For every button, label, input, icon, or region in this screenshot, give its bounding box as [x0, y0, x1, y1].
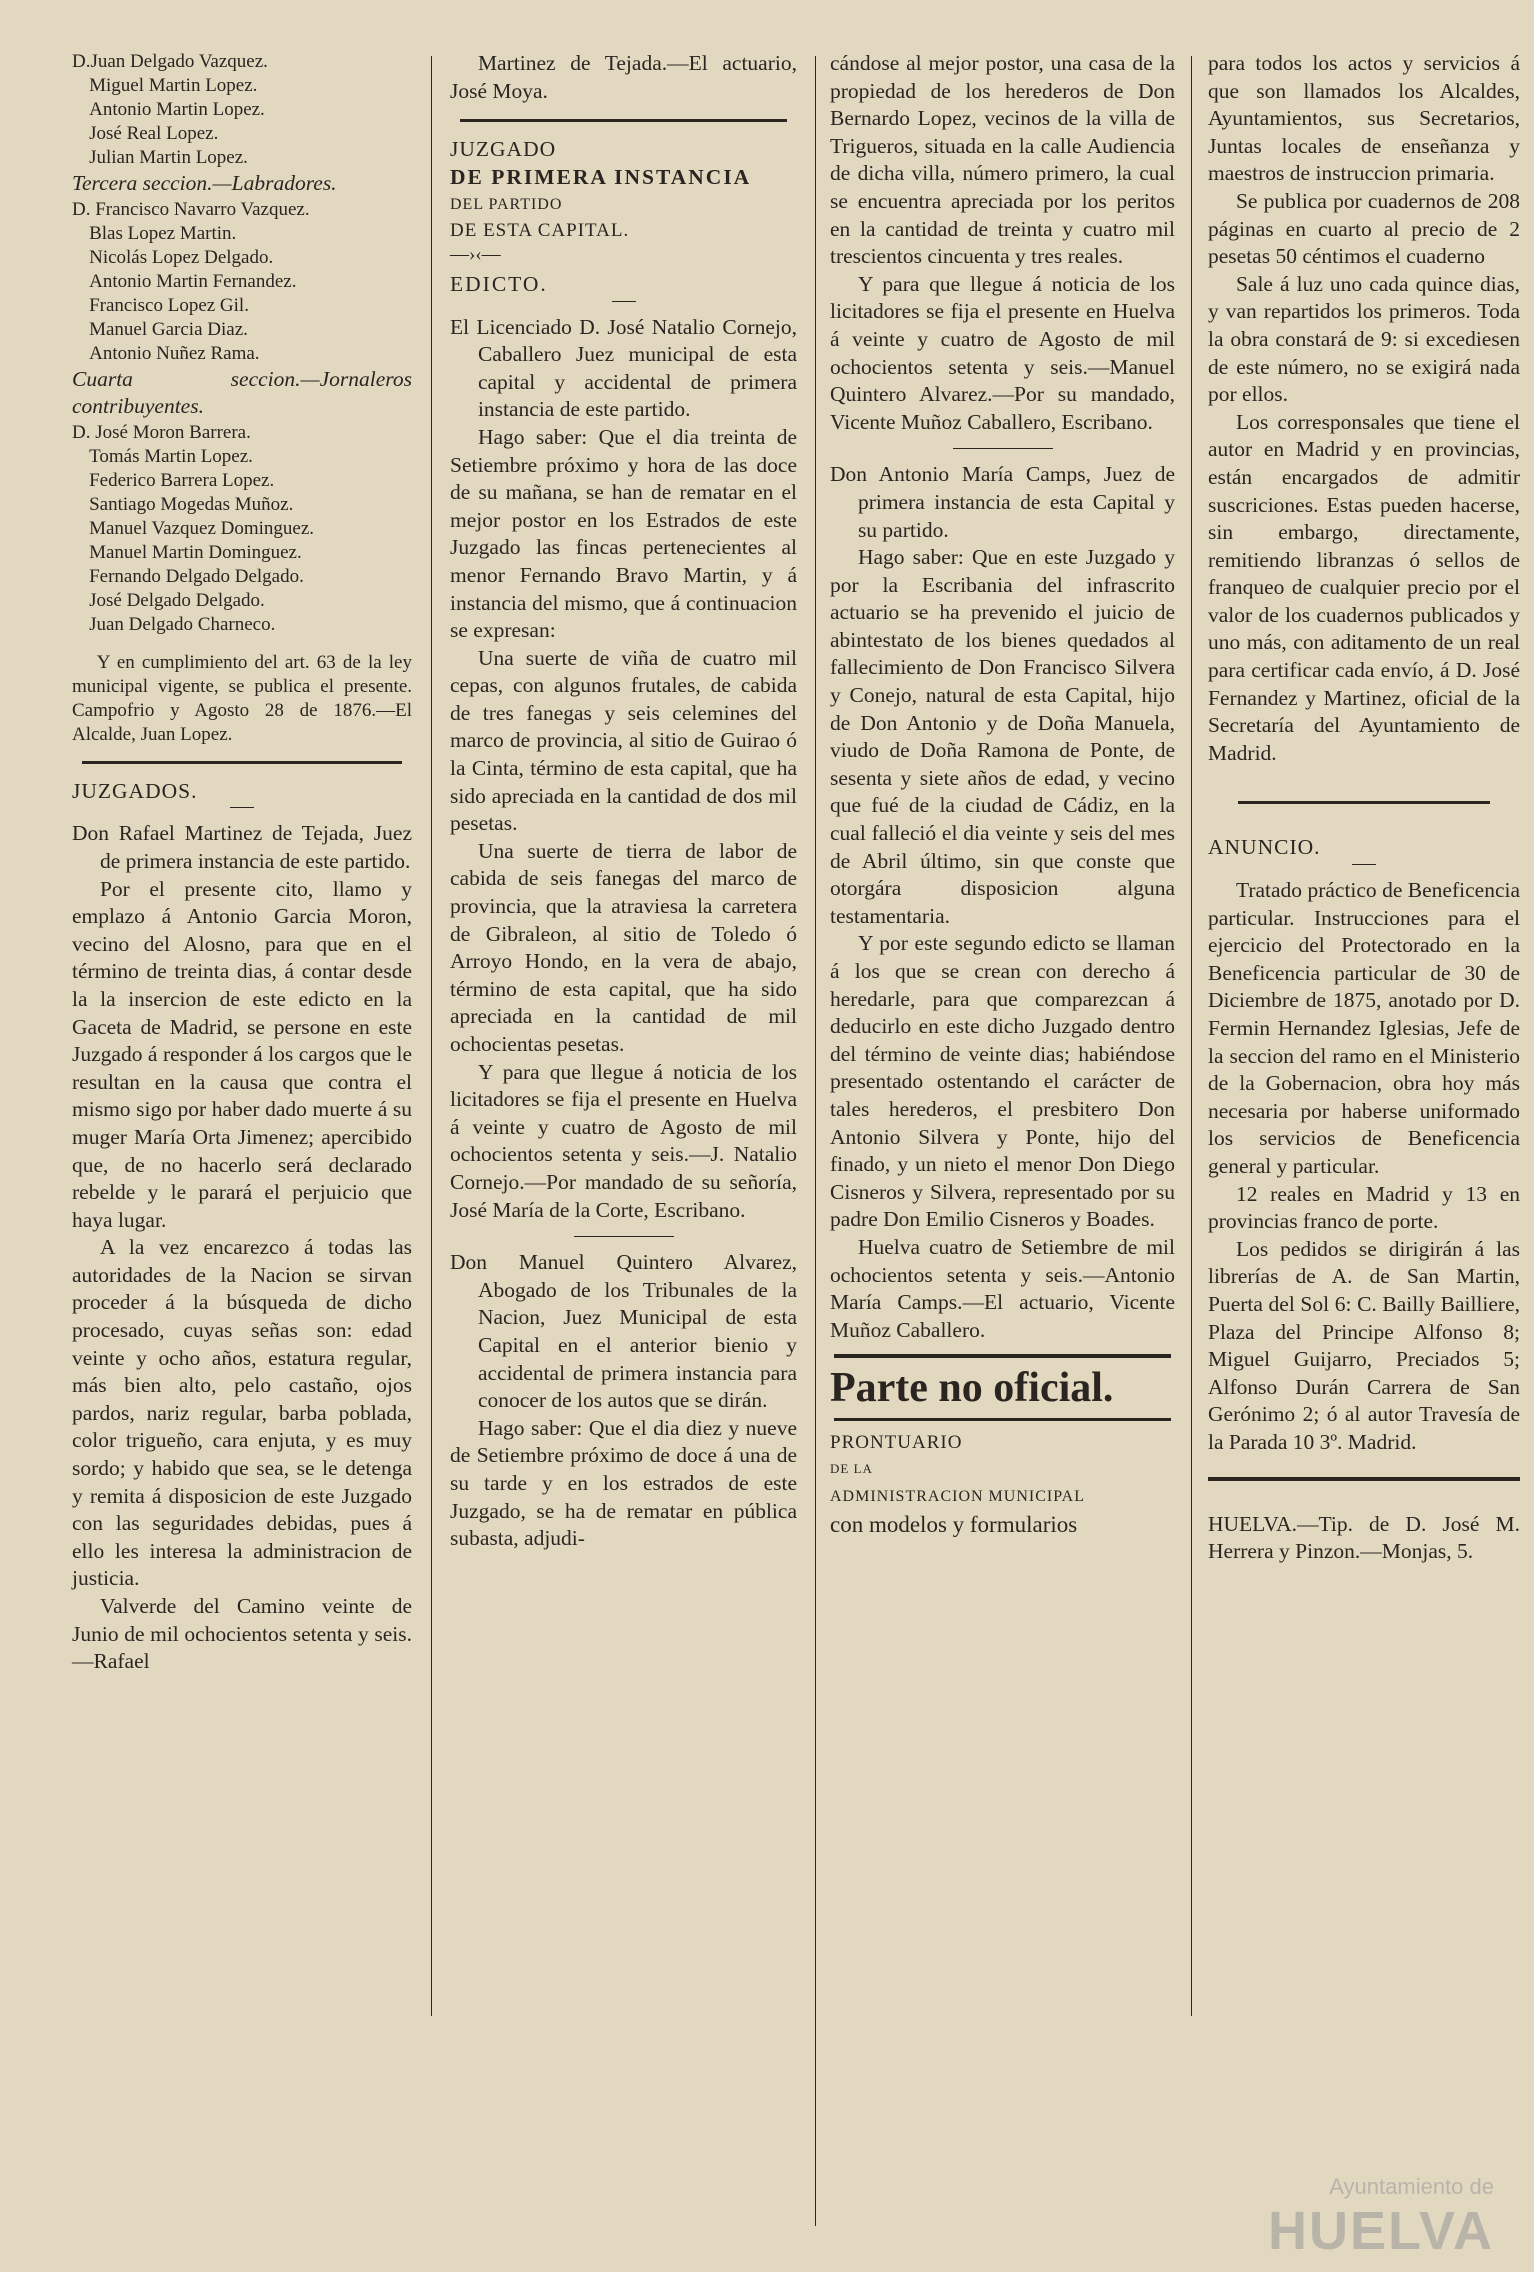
- divider: [460, 119, 787, 122]
- edicto-lead: Don Antonio María Camps, Juez de primera instancia de esta Capital y su partido.: [830, 462, 1175, 542]
- column-rule-2: [815, 56, 816, 2226]
- list-item: Manuel Garcia Diaz.: [89, 318, 248, 340]
- paragraph: Sale á luz uno cada quince dias, y van repartidos los primeros. Toda la obra constará de 9: si excediesen de este número, no se exigirá nada por ellos.: [1208, 271, 1520, 407]
- paragraph: Los corresponsales que tiene el autor en Madrid y en provincias, están encargados de admitir suscriciones. Estas pueden hacerse, sin embargo, directamente, remitiendo libranzas ó sellos de franqueo de cualquier precio por el valor de los cuadernos publicados y uno más, con aditamento de un real para certificar cada envío, á D. José Fernandez y Martinez, oficial de la Secretaría del Ayuntamiento de Madrid.: [1208, 409, 1520, 765]
- paragraph: Los pedidos se dirigirán á las librerías de A. de San Martin, Puerta del Sol 6: C. Bailly Bailliere, Plaza del Principe Alfonso 8; Miguel Guijarro, Preciados 5; Alfonso Durán Carrera de San Gerónimo 2; ó al autor Travesía de la Parada 10 3º. Madrid.: [1208, 1236, 1520, 1454]
- juzgado-title-2: DE PRIMERA INSTANCIA: [450, 164, 752, 189]
- watermark: [1268, 2174, 1494, 2262]
- paragraph: para todos los actos y servicios á que son llamados los Alcaldes, Ayuntamientos, sus Secretarios, Juntas locales de enseñanza y maestros de instruccion primaria.: [1208, 51, 1520, 186]
- divider: [1238, 801, 1490, 804]
- juzgado-title: JUZGADO: [450, 137, 557, 162]
- paragraph: cándose al mejor postor, una casa de la propiedad de los herederos de Don Bernardo Lopez, vecinos de la villa de Trigueros, situada en la calle Audiencia de dicha villa, número primero, la cual se encuentra apreciada por los peritos en la cantidad de treinta y cuatro mil trescientos cincuenta y tres reales.: [830, 51, 1175, 269]
- paragraph: Hago saber: Que el dia treinta de Setiembre próximo y hora de las doce de su mañana, se han de rematar en el mejor postor en los Estrados de este Juzgado las fincas pertenecientes al menor Fernando Bravo Martin, y á instancia del mismo, que á continuacion se expresan:: [450, 424, 797, 643]
- paragraph: Y para que llegue á noticia de los licitadores se fija el presente en Huelva á veinte y cuatro de Agosto de mil ochocientos setenta y seis.—Manuel Quintero Alvarez.—Por su mandado, Vicente Muñoz Caballero, Escribano.: [830, 271, 1175, 434]
- list-item: Tomás Martin Lopez.: [89, 445, 253, 467]
- divider: [834, 1418, 1171, 1421]
- edicto-lead: Don Manuel Quintero Alvarez, Abogado de los Tribunales de la Nacion, Juez Municipal de esta Capital en el anterior bienio y accidental de primera instancia para conocer de los autos que se dirán.: [450, 1250, 797, 1413]
- name-list-cuarta: [72, 421, 412, 637]
- paragraph: Una suerte de viña de cuatro mil cepas, con algunos frutales, de cabida de tres fanegas y seis celemines del marco de provincia, al sitio de Guirao ó la Cinta, término de esta capital, que ha sido apreciada en la cantidad de dos mil pesetas.: [450, 645, 797, 836]
- anuncio-heading: ANUNCIO.: [1208, 835, 1321, 860]
- column-3: [830, 50, 1175, 1538]
- parte-no-oficial-heading: Parte no oficial.: [830, 1365, 1114, 1412]
- de-esta-capital: DE ESTA CAPITAL.: [450, 219, 630, 241]
- edicto-lead: Don Rafael Martinez de Tejada, Juez de primera instancia de este partido.: [72, 821, 412, 873]
- paragraph: Martinez de Tejada.—El actuario, José Moya.: [450, 51, 797, 103]
- list-item: Manuel Vazquez Dominguez.: [89, 517, 315, 539]
- paragraph: Tratado práctico de Beneficencia particular. Instrucciones para el ejercicio del Protectorado en la Beneficencia particular de 30 de Diciembre de 1875, anotado por D. Fermin Hernandez Iglesias, Jefe de la seccion del ramo en el Ministerio de la Gobernacion, obra hoy más necesaria por haberse uniformado los servicios de Beneficencia general y particular.: [1208, 878, 1520, 1178]
- column-2: [450, 50, 797, 1553]
- prontuario-title: PRONTUARIO: [830, 1432, 963, 1454]
- del-partido: DEL PARTIDO: [450, 196, 563, 214]
- list-item: Juan Delgado Charneco.: [89, 613, 276, 635]
- watermark-line-1: Ayuntamiento de: [1329, 2174, 1494, 2199]
- paragraph: Hago saber: Que el dia diez y nueve de Setiembre próximo de doce á una de su tarde y en los estrados de este Juzgado, se ha de rematar en pública subasta, adjudi-: [450, 1415, 797, 1551]
- divider: [953, 448, 1053, 449]
- divider: [1208, 1477, 1520, 1481]
- divider: [230, 807, 254, 808]
- divider: [1352, 864, 1376, 865]
- paragraph: 12 reales en Madrid y 13 en provincias franco de porte.: [1208, 1181, 1520, 1234]
- paragraph: Y para que llegue á noticia de los licitadores se fija el presente en Huelva á veinte y cuatro de Agosto de mil ochocientos setenta y seis.—J. Natalio Cornejo.—Por mandado de su señoría, José María de la Corte, Escribano.: [450, 1059, 797, 1222]
- list-item: Francisco Lopez Gil.: [89, 294, 249, 316]
- section-heading-cuarta: Cuarta seccion.—Jornaleros contribuyentes.: [72, 366, 412, 419]
- edicto-heading: EDICTO.: [450, 271, 548, 296]
- list-item: José Real Lopez.: [89, 123, 219, 144]
- column-rule-3: [1191, 56, 1192, 2016]
- con-modelos: con modelos y formularios: [830, 1511, 1078, 1537]
- paragraph: A la vez encarezco á todas las autoridades de la Nacion se sirvan proceder á la búsqueda de dicho procesado, cuyas señas son: edad veinte y ocho años, estatura regular, más bien alto, pelo castaño, ojos pardos, nariz regular, barba poblada, color trigueño, cara enjuta, y es muy sordo; y habido que sea, se le detenga y remita á disposicion de este Juzgado con las seguridades debidas, pues á ello les interesa la administracion de justicia.: [72, 1235, 412, 1591]
- watermark-line-2: HUELVA: [1268, 2201, 1494, 2261]
- name-list-top: [72, 50, 412, 170]
- ornament: —›‹—: [450, 243, 501, 265]
- paragraph: Una suerte de tierra de labor de cabida de seis fanegas del marco de provincia, que la atraviesa la carretera de Gibraleon, al sitio de Toledo ó Arroyo Hondo, en la vera de abajo, término de esta capital, que ha sido apreciada en la cantidad de mil ochocientas pesetas.: [450, 838, 797, 1056]
- paragraph: Se publica por cuadernos de 208 páginas en cuarto al precio de 2 pesetas 50 céntimos el cuaderno: [1208, 188, 1520, 269]
- list-item: Antonio Martin Lopez.: [89, 99, 265, 120]
- de-la: DE LA: [830, 1461, 873, 1477]
- list-item: Fernando Delgado Delgado.: [89, 565, 304, 587]
- paragraph: Valverde del Camino veinte de Junio de mil ochocientos setenta y seis.—Rafael: [72, 1594, 412, 1674]
- edicto-lead: El Licenciado D. José Natalio Cornejo, Caballero Juez municipal de esta capital y accidental de primera instancia de este partido.: [450, 314, 797, 422]
- list-item: Miguel Martin Lopez.: [89, 75, 258, 96]
- juzgados-heading: JUZGADOS.: [72, 778, 198, 803]
- imprint: HUELVA.—Tip. de D. José M. Herrera y Pinzon.—Monjas, 5.: [1208, 1511, 1520, 1564]
- divider: [82, 761, 402, 764]
- list-item: Manuel Martin Dominguez.: [89, 541, 302, 563]
- list-item: D. José Moron Barrera.: [72, 421, 251, 443]
- paragraph: Hago saber: Que en este Juzgado y por la Escribania del infrascrito actuario se ha prevenido el juicio de abintestato de los bienes quedados al fallecimiento de Don Francisco Silvera y Conejo, natural de esta Capital, hijo de Don Antonio y de Doña Manuela, viudo de Doña Ramona de Ponte, de sesenta y siete años de edad, y vecino que fué de la ciudad de Cádiz, en la cual falleció el dia veinte y seis del mes de Abril último, sin que conste que otorgára disposicion alguna testamentaria.: [830, 545, 1175, 928]
- column-rule-1: [431, 56, 432, 2016]
- name-list-tercera: [72, 198, 412, 366]
- list-item: Federico Barrera Lopez.: [89, 469, 275, 491]
- list-item: Antonio Martin Fernandez.: [89, 270, 297, 292]
- paragraph: Y por este segundo edicto se llaman á los que se crean con derecho á heredarle, para que comparezcan á deducirlo en este dicho Juzgado dentro del término de veinte dias; habiéndose presentado ostentando el carácter de tales herederos, el presbitero Don Antonio Silvera y Ponte, hijo del finado, y un nieto el menor Don Diego Cisneros y Silvera, representado por su padre Don Emilio Cisneros y Boades.: [830, 931, 1175, 1232]
- list-item: José Delgado Delgado.: [89, 589, 265, 611]
- list-item: D.Juan Delgado Vazquez.: [72, 51, 268, 72]
- list-item: Blas Lopez Martin.: [89, 222, 237, 244]
- list-item: Nicolás Lopez Delgado.: [89, 246, 274, 268]
- section-heading-tercera: Tercera seccion.—Labradores.: [72, 171, 337, 195]
- divider: [834, 1354, 1171, 1358]
- divider: [612, 301, 636, 302]
- paragraph: Por el presente cito, llamo y emplazo á Antonio Garcia Moron, vecino del Alosno, para que en el término de treinta dias, á contar desde la la insercion de este edicto en la Gaceta de Madrid, se persone en este Juzgado á responder á los cargos que le resultan en la causa que contra el mismo sigo por haber dado muerte á su muger María Orta Jimenez; apercibido que, de no hacerlo será declarado rebelde y le parará el perjuicio que haya lugar.: [72, 876, 412, 1232]
- column-1: [72, 50, 412, 1676]
- closing-notice: Y en cumplimiento del art. 63 de la ley municipal vigente, se publica el presente. Campofrio y Agosto 28 de 1876.—El Alcalde, Juan Lopez.: [72, 651, 412, 745]
- paragraph: Huelva cuatro de Setiembre de mil ochocientos setenta y seis.—Antonio María Camps.—El actuario, Vicente Muñoz Caballero.: [830, 1234, 1175, 1342]
- column-4: [1208, 50, 1520, 1566]
- list-item: Julian Martin Lopez.: [89, 147, 248, 168]
- list-item: Antonio Nuñez Rama.: [89, 342, 260, 364]
- divider: [574, 1236, 674, 1237]
- list-item: Santiago Mogedas Muñoz.: [89, 493, 294, 515]
- administracion-municipal: ADMINISTRACION MUNICIPAL: [830, 1487, 1085, 1505]
- list-item: D. Francisco Navarro Vazquez.: [72, 198, 310, 220]
